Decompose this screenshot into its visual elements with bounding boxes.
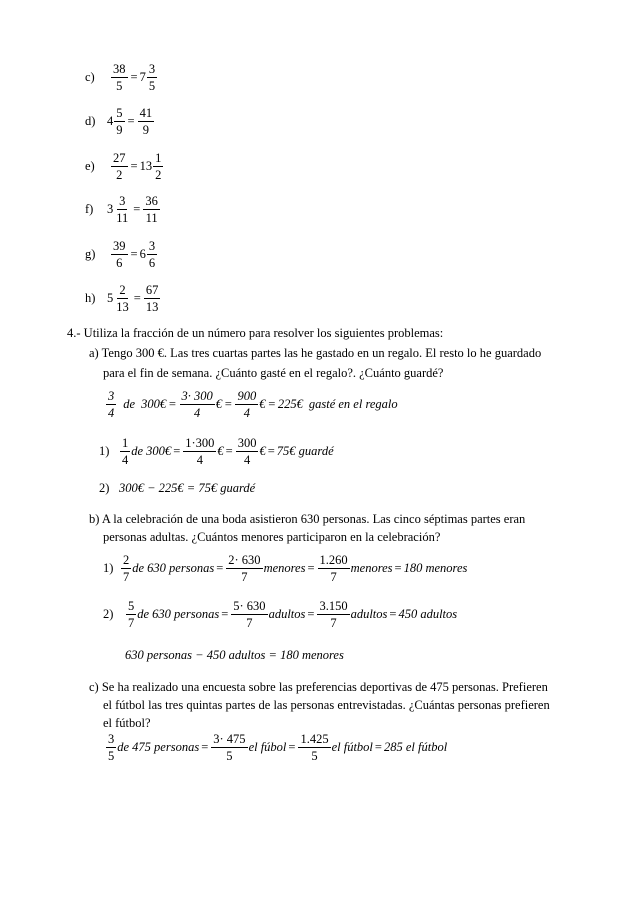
item-label: g) (85, 247, 96, 261)
numerator: 3.150 (319, 599, 348, 613)
whole-part: 4 (107, 114, 114, 128)
denominator: 6 (148, 255, 156, 270)
text: menores (350, 561, 393, 575)
equals-sign: = (168, 397, 177, 411)
numerator: 36 (145, 194, 158, 208)
fraction (147, 63, 157, 92)
fraction (235, 390, 258, 419)
equals-sign: = (127, 114, 135, 128)
fraction (114, 195, 130, 224)
text: de 300€ (131, 444, 172, 458)
equals-sign: = (221, 607, 229, 621)
equals-sign: = (307, 561, 315, 575)
denominator: 7 (128, 615, 135, 630)
fraction (111, 240, 128, 269)
text: € (259, 444, 266, 458)
problem-c-line2: el fútbol las tres quintas partes de las personas entrevistadas. ¿Cuántas personas prefieren (103, 698, 550, 712)
denominator: 11 (116, 210, 129, 225)
fraction (317, 600, 349, 629)
whole-part: 3 (107, 202, 114, 216)
item-e (85, 152, 164, 181)
text: el fútbol (331, 740, 373, 754)
text: el fúbol (248, 740, 287, 754)
fraction (120, 437, 130, 466)
numerator: 1 (122, 436, 129, 450)
whole-part: 6 (139, 247, 146, 261)
numerator: 41 (139, 106, 153, 120)
denominator: 13 (145, 299, 159, 314)
numerator: 3 (108, 732, 115, 746)
equals-sign: = (389, 607, 397, 621)
equals-sign: = (224, 397, 233, 411)
fraction (106, 733, 116, 762)
equals-sign: = (267, 397, 276, 411)
fraction (111, 63, 128, 92)
step-label: 1) (103, 561, 114, 575)
numerator: 3· 475 (213, 732, 246, 746)
equals-sign: = (307, 607, 315, 621)
denominator: 9 (116, 122, 123, 137)
problem-c-equation-1 (105, 733, 447, 762)
numerator: 38 (113, 62, 126, 76)
fraction (143, 195, 160, 224)
numerator: 1.260 (319, 553, 348, 567)
item-label: d) (85, 114, 96, 128)
equals-sign: = (374, 740, 382, 754)
item-label: f) (85, 202, 94, 216)
problem-a-equation-1 (105, 390, 398, 419)
text: 300€ − 225€ = 75€ guardé (119, 481, 256, 495)
text: de 475 personas (117, 740, 200, 754)
text: € (215, 397, 222, 411)
numerator: 1.425 (300, 732, 329, 746)
fraction (236, 437, 259, 466)
denominator: 7 (123, 569, 130, 584)
fraction (147, 240, 157, 269)
fraction (318, 554, 350, 583)
numerator: 1·300 (185, 436, 215, 450)
whole-part: 13 (139, 159, 153, 173)
fraction (138, 107, 155, 136)
fraction (106, 390, 116, 419)
numerator: 1 (155, 151, 162, 165)
numerator: 2 (123, 553, 130, 567)
denominator: 2 (155, 167, 162, 182)
equals-sign: = (267, 444, 275, 458)
text: € (259, 397, 266, 411)
fraction (111, 152, 128, 181)
numerator: 900 (237, 389, 257, 403)
equals-sign: = (201, 740, 209, 754)
fraction (114, 284, 131, 313)
equals-sign: = (133, 291, 141, 305)
equals-sign: = (133, 202, 141, 216)
fraction (226, 554, 262, 583)
equals-sign: = (130, 70, 138, 84)
denominator: 5 (311, 748, 318, 763)
numerator: 67 (145, 283, 159, 297)
text: adultos (268, 607, 306, 621)
text: menores (263, 561, 306, 575)
problem-b-line2: personas adultas. ¿Cuántos menores participaron en la celebración? (103, 530, 441, 544)
step-label: 2) (99, 481, 110, 495)
numerator: 5· 630 (233, 599, 266, 613)
equals-sign: = (173, 444, 181, 458)
numerator: 2· 630 (228, 553, 261, 567)
denominator: 4 (122, 452, 129, 467)
denominator: 9 (142, 122, 149, 137)
denominator: 4 (243, 405, 250, 420)
denominator: 4 (243, 452, 251, 467)
text: de (123, 397, 136, 411)
fraction (144, 284, 161, 313)
problem-b-equation-1 (103, 554, 467, 583)
numerator: 5 (116, 106, 123, 120)
whole-part: 7 (139, 70, 146, 84)
numerator: 2 (119, 283, 126, 297)
equals-sign: = (394, 561, 402, 575)
fraction (231, 600, 267, 629)
text: 225€ (277, 397, 303, 411)
denominator: 7 (330, 615, 337, 630)
item-d (85, 107, 155, 136)
text: de 630 personas (132, 561, 215, 575)
equals-sign: = (130, 247, 138, 261)
section-heading: 4.- Utiliza la fracción de un número para resolver los siguientes problemas: (67, 326, 444, 340)
whole-part: 5 (107, 291, 114, 305)
item-f (85, 195, 161, 224)
numerator: 27 (113, 151, 126, 165)
denominator: 7 (241, 569, 248, 584)
numerator: 3· 300 (181, 389, 213, 403)
denominator: 5 (148, 78, 156, 93)
denominator: 4 (196, 452, 203, 467)
problem-a-equation-2 (99, 437, 334, 466)
step-label: 2) (103, 607, 114, 621)
equals-sign: = (225, 444, 233, 458)
item-h (85, 284, 161, 313)
text: adultos (350, 607, 388, 621)
item-label: c) (85, 70, 95, 84)
text: 285 el fútbol (383, 740, 448, 754)
numerator: 5 (128, 599, 135, 613)
text: 180 menores (403, 561, 468, 575)
denominator: 7 (246, 615, 253, 630)
denominator: 5 (226, 748, 233, 763)
denominator: 5 (116, 78, 123, 93)
item-g (85, 240, 158, 269)
problem-a-equation-3 (99, 481, 255, 496)
numerator: 300 (237, 436, 257, 450)
equals-sign: = (130, 159, 138, 173)
numerator: 39 (113, 239, 126, 253)
numerator: 3 (148, 239, 156, 253)
fraction (183, 437, 216, 466)
fraction (121, 554, 131, 583)
text: 300€ (141, 397, 167, 411)
problem-a-line1: a) Tengo 300 €. Las tres cuartas partes las he gastado en un regalo. El resto lo he guardado (89, 346, 542, 360)
item-label: e) (85, 159, 95, 173)
fraction (298, 733, 330, 762)
fraction (211, 733, 247, 762)
fraction (180, 390, 215, 419)
numerator: 3 (148, 62, 156, 76)
denominator: 6 (116, 255, 123, 270)
denominator: 5 (108, 748, 115, 763)
fraction (126, 600, 136, 629)
denominator: 2 (116, 167, 123, 182)
denominator: 13 (116, 299, 129, 314)
problem-b-equation-3: 630 personas − 450 adultos = 180 menores (125, 648, 344, 662)
text: de 630 personas (137, 607, 220, 621)
text: 450 adultos (398, 607, 458, 621)
denominator: 7 (330, 569, 337, 584)
numerator: 3 (119, 194, 126, 208)
numerator: 3 (108, 389, 115, 403)
text: gasté en el regalo (308, 397, 398, 411)
problem-a-line2: para el fin de semana. ¿Cuánto gasté en el regalo?. ¿Cuánto guardé? (103, 366, 444, 380)
step-label: 1) (99, 444, 110, 458)
problem-c-line3: el fútbol? (103, 716, 151, 730)
denominator: 4 (108, 405, 115, 420)
denominator: 4 (194, 405, 201, 420)
problem-b-line1: b) A la celebración de una boda asistieron 630 personas. Las cinco séptimas partes eran (89, 512, 526, 526)
equals-sign: = (216, 561, 224, 575)
equals-sign: = (288, 740, 296, 754)
text: 75€ guardé (276, 444, 334, 458)
problem-b-equation-2 (103, 600, 457, 629)
problem-c-line1: c) Se ha realizado una encuesta sobre las preferencias deportivas de 475 personas. Prefieren (89, 680, 548, 694)
item-c (85, 63, 158, 92)
text: € (217, 444, 224, 458)
fraction (114, 107, 124, 136)
denominator: 11 (145, 210, 158, 225)
fraction (153, 152, 163, 181)
item-label: h) (85, 291, 96, 305)
